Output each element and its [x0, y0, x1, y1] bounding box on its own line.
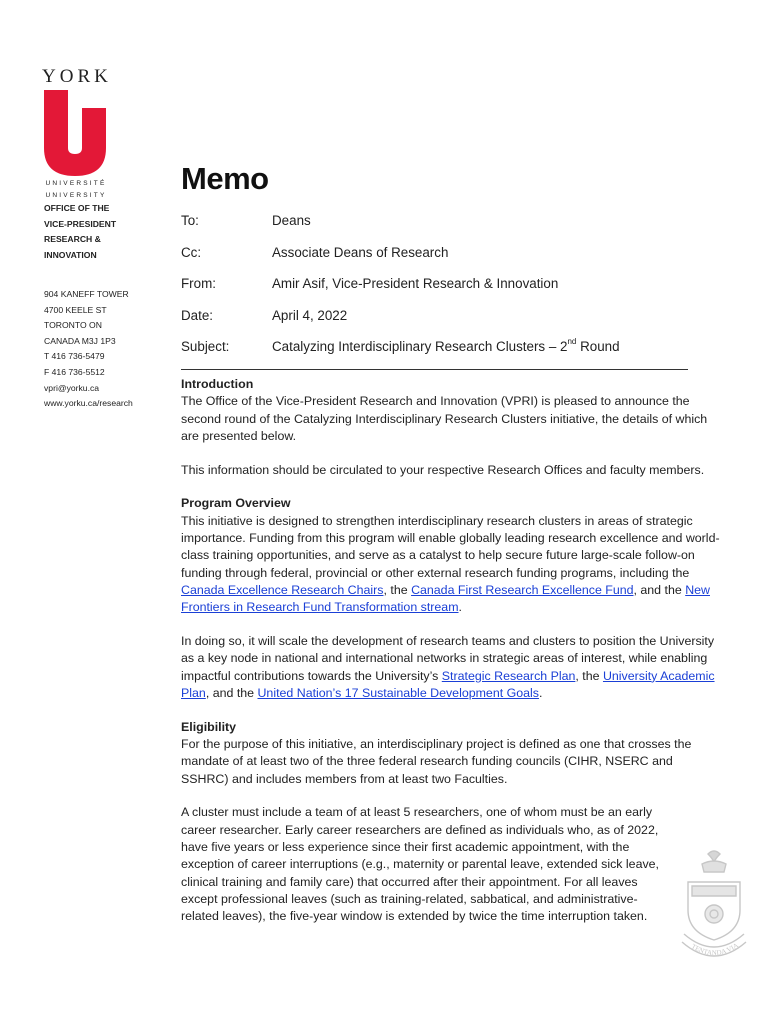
page-title: Memo: [181, 161, 269, 196]
intro-paragraph: [181, 376, 721, 445]
scale-text: , and the: [205, 685, 258, 700]
intro-heading: Introduction: [181, 377, 254, 391]
cerc-link[interactable]: Canada Excellence Research Chairs: [181, 582, 384, 597]
cc-label: Cc:: [181, 245, 202, 260]
header-divider: [181, 369, 688, 370]
date-label: Date:: [181, 308, 214, 323]
logo-universite-text: UNIVERSITÉ: [45, 180, 107, 187]
intro-text: The Office of the Vice-President Research and Innovation (VPRI) is pleased to announce the second round of the Catalyzing Interdisciplinary Research Clusters initiative, the details of which are presented below.: [181, 394, 708, 443]
overview-heading: Program Overview: [181, 496, 291, 511]
crest-motto: TENTANDA VIA: [689, 941, 740, 958]
overview-text: , the: [383, 582, 412, 597]
eligibility-paragraph: [181, 719, 721, 788]
subject-end: Round: [576, 339, 620, 354]
nfrf-link[interactable]: New Frontiers in Research Fund Transformation stream: [181, 582, 710, 615]
subject-sup: nd: [567, 337, 577, 346]
york-crest-watermark-icon: [678, 848, 750, 968]
address-line: CANADA M3J 1P3: [44, 335, 116, 346]
eligibility-heading: Eligibility: [181, 719, 237, 734]
eligibility-text: For the purpose of this initiative, an interdisciplinary project is defined as one that crosses the mandate of at least two of the three federal research funding councils (CIHR, NSERC and SSHRC) and includes members from at least two Faculties.: [181, 737, 692, 786]
office-line: OFFICE OF THE: [44, 203, 110, 213]
from-label: From:: [181, 276, 216, 291]
to-value: Deans: [272, 213, 311, 228]
subject-text: Catalyzing Interdisciplinary Research Clusters – 2: [272, 339, 568, 354]
address-block: [44, 287, 154, 412]
circulate-paragraph: This information should be circulated to your respective Research Offices and faculty members.: [181, 462, 705, 477]
email-link[interactable]: vpri@yorku.ca: [44, 382, 100, 393]
strategic-plan-link[interactable]: Strategic Research Plan: [441, 668, 576, 683]
scale-text: In doing so, it will scale the development of research teams and clusters to position the University as a key node in national and international networks in strategic areas of interest, while enabling impactful contributions towards the University’s: [181, 634, 715, 683]
address-line: 904 KANEFF TOWER: [44, 289, 129, 299]
office-line: VICE-PRESIDENT: [44, 218, 117, 229]
from-value: Amir Asif, Vice-President Research & Innovation: [272, 276, 559, 291]
address-line: T 416 736-5479: [44, 351, 105, 362]
scale-text: , the: [575, 668, 603, 683]
academic-plan-link[interactable]: University Academic Plan: [181, 668, 715, 700]
to-label: To:: [181, 213, 199, 228]
address-line: F 416 736-5512: [44, 366, 105, 377]
cc-value: Associate Deans of Research: [272, 245, 449, 260]
overview-text: .: [458, 600, 462, 615]
logo-york-text: YORK: [42, 66, 112, 87]
scale-text: .: [538, 685, 543, 700]
office-line: RESEARCH &: [44, 234, 101, 245]
office-line: INNOVATION: [44, 249, 97, 260]
address-line: TORONTO ON: [44, 320, 102, 331]
website-link[interactable]: www.yorku.ca/research: [44, 398, 133, 409]
york-u-icon: [42, 90, 108, 176]
overview-text: , and the: [633, 582, 686, 597]
scale-paragraph: [181, 633, 721, 702]
sdg-link[interactable]: United Nation’s 17 Sustainable Development Goals: [257, 685, 539, 700]
address-line: 4700 KEELE ST: [44, 304, 107, 315]
overview-paragraph: [181, 495, 721, 616]
subject-value: [272, 339, 620, 354]
york-university-logo: [42, 66, 110, 200]
overview-text: This initiative is designed to strengthen interdisciplinary research clusters in areas of strategic importance. Funding from this program will enable globally leading research excellence and world-class training opportunities, and serve as a catalyst to help secure future large-scale follow-on funding through federal, provincial or other external research funding programs, including the: [181, 513, 720, 580]
memo-body: [181, 376, 721, 942]
subject-label: Subject:: [181, 339, 230, 354]
date-value: April 4, 2022: [272, 308, 348, 323]
logo-university-text: UNIVERSITY: [45, 192, 107, 199]
office-block: [44, 201, 154, 263]
cfref-link[interactable]: Canada First Research Excellence Fund: [411, 582, 634, 597]
cluster-paragraph: A cluster must include a team of at least 5 researchers, one of whom must be an early career researcher. Early career researchers are defined as individuals who, as of 2022, have five years or less experience since their first academic appointment, with the exception of career interruptions (e.g., maternity or parental leave, extended sick leave, clinical training and family care) that occurred after their appointment. For all leaves except professional leaves (such as training-related, sabbatical, and administrative-related leaves), the five-year window is extended by twice the time interruption taken.: [181, 805, 659, 924]
